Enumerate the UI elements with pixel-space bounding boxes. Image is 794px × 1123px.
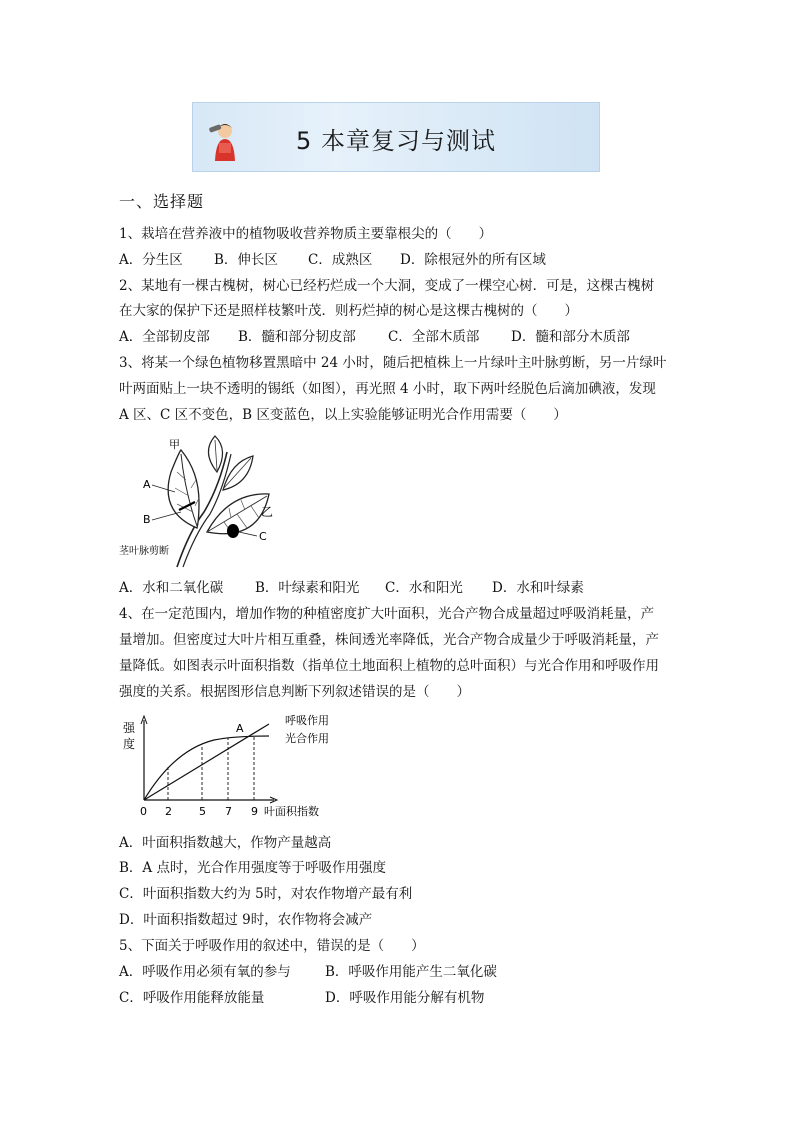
q1-option-b: B．伸长区 [214, 252, 278, 268]
tick-9: 9 [251, 805, 258, 818]
x-axis-label: 叶面积指数 [264, 805, 319, 818]
tick-7: 7 [225, 805, 232, 818]
q2-option-b: B．髓和部分韧皮部 [238, 329, 356, 345]
q1-option-c: C．成熟区 [308, 252, 373, 268]
q1-option-d: D．除根冠外的所有区域 [400, 252, 546, 268]
q2-option-c: C．全部木质部 [388, 329, 480, 345]
question-4-stem-line-1: 4、在一定范围内，增加作物的种植密度扩大叶面积，光合产物合成量超过呼吸消耗量，产 [119, 606, 655, 622]
q5-option-a: A．呼吸作用必须有氧的参与 [119, 964, 291, 980]
q2-option-d: D．髓和部分木质部 [511, 329, 630, 345]
q1-option-a: A．分生区 [119, 252, 183, 268]
point-a-label: A [236, 722, 244, 735]
y-label-1: 强 [123, 721, 136, 735]
label-caption: 茎叶脉剪断 [119, 546, 169, 557]
label-yi: 乙 [261, 505, 274, 519]
q3-option-a: A．水和二氧化碳 [119, 580, 224, 596]
respiration-line [144, 724, 269, 800]
q4-option-c: C．叶面积指数大约为 5时，对农作物增产最有利 [119, 886, 413, 902]
label-b: B [143, 513, 151, 526]
label-c: C [259, 530, 267, 543]
label-jia: 甲 [169, 438, 180, 451]
title-banner [192, 102, 600, 172]
q4-option-b: B．A 点时，光合作用强度等于呼吸作用强度 [119, 860, 386, 876]
question-5-stem: 5、下面关于呼吸作用的叙述中，错误的是（ ） [119, 938, 425, 954]
q2-option-a: A．全部韧皮部 [119, 329, 210, 345]
q4-option-d: D．叶面积指数超过 9时，农作物将会减产 [119, 912, 373, 928]
question-4-stem-line-3: 量降低。如图表示叶面积指数（指单位土地面积上植物的总叶面积）与光合作用和呼吸作用 [119, 658, 659, 674]
tick-2: 2 [165, 805, 172, 818]
q4-option-a: A．叶面积指数越大，作物产量越高 [119, 835, 332, 851]
question-3-stem-line-1: 3、将某一个绿色植物移置黑暗中 24 小时，随后把植株上一片绿叶主叶脉剪断，另一片绿叶 [119, 355, 667, 371]
question-2-stem-line-1: 2、某地有一棵古槐树，树心已经朽烂成一个大洞，变成了一棵空心树．可是，这棵古槐树 [119, 278, 655, 294]
page-title: 5 本章复习与测试 [296, 127, 496, 155]
legend-photosynthesis: 光合作用 [285, 732, 329, 745]
q3-option-d: D．水和叶绿素 [492, 580, 584, 596]
plant-leaf-figure [119, 432, 279, 572]
question-1-stem: 1、栽培在营养液中的植物吸收营养物质主要靠根尖的（ ） [119, 226, 493, 242]
q5-option-c: C．呼吸作用能释放能量 [119, 990, 265, 1006]
section-title: 一、选择题 [119, 192, 205, 211]
question-4-stem-line-4: 强度的关系。根据图形信息判断下列叙述错误的是（ ） [119, 684, 470, 700]
question-3-stem-line-3: A 区、C 区不变色，B 区变蓝色，以上实验能够证明光合作用需要（ ） [119, 407, 567, 423]
origin-label: 0 [140, 805, 147, 818]
q5-option-d: D．呼吸作用能分解有机物 [325, 990, 485, 1006]
q5-option-b: B．呼吸作用能产生二氧化碳 [325, 964, 497, 980]
tick-5: 5 [199, 805, 206, 818]
leaf-area-index-graph [119, 710, 349, 825]
q3-option-b: B．叶绿素和阳光 [255, 580, 360, 596]
y-label-2: 度 [123, 737, 136, 751]
question-2-stem-line-2: 在大家的保护下还是照样枝繁叶茂．则朽烂掉的树心是这棵古槐树的（ ） [119, 303, 578, 319]
q3-option-c: C．水和阳光 [385, 580, 463, 596]
question-4-stem-line-2: 量增加。但密度过大叶片相互重叠，株间透光率降低，光合产物合成量少于呼吸消耗量，产 [119, 632, 659, 648]
photosynthesis-curve [144, 736, 269, 800]
question-3-stem-line-2: 叶两面贴上一块不透明的锡纸（如图），再光照 4 小时，取下两叶经脱色后滴加碘液，发现 [119, 381, 656, 397]
legend-respiration: 呼吸作用 [285, 714, 329, 727]
label-a: A [143, 478, 151, 491]
